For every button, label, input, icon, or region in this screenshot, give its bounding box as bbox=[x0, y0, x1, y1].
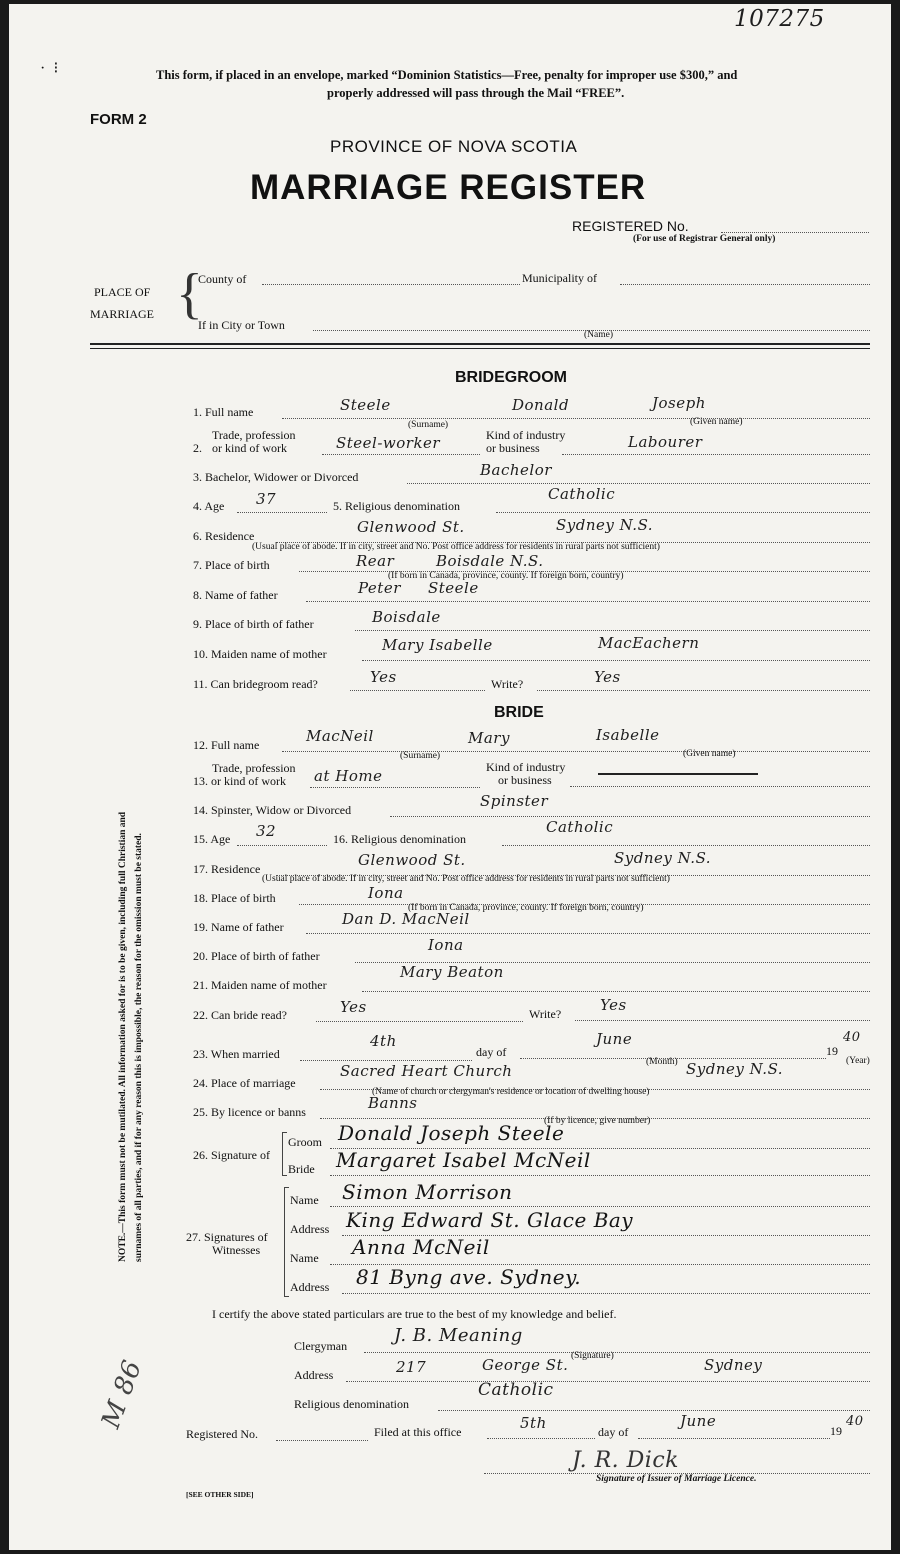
witness-1-address-value: King Edward St. Glace Bay bbox=[346, 1208, 634, 1232]
bride-mother-line bbox=[362, 991, 870, 992]
filed-year-prefix: 19 bbox=[830, 1424, 842, 1438]
corner-marks: · ⁝ bbox=[40, 60, 59, 77]
groom-age-line bbox=[237, 512, 327, 513]
bride-full-name-line bbox=[282, 751, 870, 752]
bride-status-label: 14. Spinster, Widow or Divorced bbox=[193, 803, 352, 817]
filed-label: Filed at this office bbox=[374, 1425, 462, 1439]
groom-residence-hint: (Usual place of abode. If in city, street and No. Post office address for residents in rural parts not sufficient) bbox=[252, 542, 660, 552]
groom-age-value: 37 bbox=[256, 490, 277, 508]
bride-industry-line bbox=[570, 786, 870, 787]
section-rule-bottom bbox=[90, 348, 870, 349]
bride-religion-label: 16. Religious denomination bbox=[333, 832, 466, 846]
bride-residence-hint: (Usual place of abode. If in city, street and No. Post office address for residents in rural parts not sufficient) bbox=[262, 874, 670, 884]
bride-industry-label-2: or business bbox=[498, 773, 552, 787]
bride-father-value: Dan D. MacNeil bbox=[342, 910, 470, 928]
bride-residence-city-value: Sydney N.S. bbox=[614, 849, 712, 867]
witness-2-address-line bbox=[342, 1293, 870, 1294]
groom-given-name-2-value: Joseph bbox=[652, 394, 706, 412]
groom-father-line bbox=[306, 601, 870, 602]
clergyman-religion-label: Religious denomination bbox=[294, 1397, 409, 1411]
section-rule-top bbox=[90, 343, 870, 345]
groom-read-label: 11. Can bridegroom read? bbox=[193, 677, 318, 691]
bride-status-value: Spinster bbox=[480, 792, 549, 810]
groom-trade-number: 2. bbox=[193, 441, 202, 455]
groom-birthplace-hint: (If born in Canada, province, county. If foreign born, country) bbox=[388, 571, 624, 581]
place-label-2: MARRIAGE bbox=[90, 307, 155, 321]
groom-father-label: 8. Name of father bbox=[193, 588, 278, 602]
filed-month-value: June bbox=[680, 1412, 717, 1430]
bride-read-label: 22. Can bride read? bbox=[193, 1008, 287, 1022]
groom-write-line bbox=[537, 690, 870, 691]
groom-status-label: 3. Bachelor, Widower or Divorced bbox=[193, 470, 359, 484]
clergyman-religion-value: Catholic bbox=[478, 1380, 554, 1400]
bride-religion-line bbox=[502, 845, 870, 846]
groom-religion-value: Catholic bbox=[548, 485, 616, 503]
groom-mother-surname-value: MacEachern bbox=[598, 634, 700, 652]
when-married-day-of-label: day of bbox=[476, 1045, 507, 1059]
issuer-signature-value: J. R. Dick bbox=[572, 1448, 679, 1473]
place-of-marriage-church-value: Sacred Heart Church bbox=[340, 1062, 513, 1080]
form-label: FORM 2 bbox=[90, 111, 147, 128]
witnesses-bracket bbox=[284, 1187, 289, 1297]
bride-trade-value: at Home bbox=[314, 767, 383, 785]
filed-day-line bbox=[487, 1438, 595, 1439]
when-married-month-value: June bbox=[596, 1030, 633, 1048]
groom-trade-line bbox=[322, 454, 480, 455]
bride-age-line bbox=[237, 845, 327, 846]
groom-given-name-1-value: Donald bbox=[512, 396, 570, 414]
groom-father-birthplace-label: 9. Place of birth of father bbox=[193, 617, 314, 631]
bride-mother-label: 21. Maiden name of mother bbox=[193, 978, 327, 992]
clergyman-address-label: Address bbox=[294, 1368, 334, 1382]
bride-given-name-1-value: Mary bbox=[468, 729, 510, 747]
bride-trade-line bbox=[310, 787, 480, 788]
registered-no-footer-label: Registered No. bbox=[186, 1427, 258, 1441]
groom-birthplace-label: 7. Place of birth bbox=[193, 558, 270, 572]
registered-no-footer-line bbox=[276, 1440, 368, 1441]
when-married-day-line bbox=[300, 1060, 472, 1061]
bride-read-value: Yes bbox=[340, 998, 367, 1016]
groom-birthplace-value-2: Boisdale N.S. bbox=[436, 552, 544, 570]
groom-read-line bbox=[350, 690, 485, 691]
bride-heading: BRIDE bbox=[494, 704, 544, 721]
groom-full-name-label: 1. Full name bbox=[193, 405, 254, 419]
filed-day-value: 5th bbox=[520, 1414, 547, 1432]
groom-birthplace-value-1: Rear bbox=[356, 552, 395, 570]
when-married-year-prefix: 19 bbox=[826, 1044, 838, 1058]
bride-father-label: 19. Name of father bbox=[193, 920, 284, 934]
place-label-1: PLACE OF bbox=[94, 285, 151, 299]
groom-trade-label-1: Trade, profession bbox=[212, 428, 296, 442]
groom-residence-city-value: Sydney N.S. bbox=[556, 516, 654, 534]
groom-industry-label-2: or business bbox=[486, 441, 540, 455]
clergyman-signature-hint: (Signature) bbox=[571, 1351, 614, 1361]
place-of-marriage-city-value: Sydney N.S. bbox=[686, 1060, 784, 1078]
witnesses-label-2: Witnesses bbox=[212, 1243, 261, 1257]
side-note-line2: surnames of all parties, and if for any reason this is impossible, the reason for the omission must be stated. bbox=[134, 833, 144, 1262]
groom-mother-line bbox=[362, 660, 870, 661]
place-of-marriage-label: 24. Place of marriage bbox=[193, 1076, 296, 1090]
groom-trade-value: Steel-worker bbox=[336, 434, 441, 452]
when-married-label: 23. When married bbox=[193, 1047, 280, 1061]
bride-given-name-2-value: Isabelle bbox=[596, 726, 660, 744]
groom-residence-label: 6. Residence bbox=[193, 529, 255, 543]
bride-trade-label-2: 13. or kind of work bbox=[193, 774, 286, 788]
when-married-day-value: 4th bbox=[370, 1032, 397, 1050]
filed-year-value: 40 bbox=[846, 1414, 864, 1429]
bride-mother-value: Mary Beaton bbox=[400, 963, 504, 981]
groom-status-value: Bachelor bbox=[480, 461, 552, 479]
bride-industry-dash bbox=[598, 773, 758, 775]
bride-birthplace-hint: (If born in Canada, province, county. If foreign born, country) bbox=[408, 903, 644, 913]
groom-father-surname-value: Steele bbox=[428, 579, 479, 597]
registered-number-value: M 86 bbox=[96, 1356, 149, 1433]
groom-signature-label: Groom bbox=[288, 1135, 322, 1149]
groom-signature-value: Donald Joseph Steele bbox=[338, 1121, 565, 1145]
city-label: If in City or Town bbox=[198, 318, 285, 332]
when-married-year-value: 40 bbox=[843, 1030, 861, 1045]
licence-or-banns-label: 25. By licence or banns bbox=[193, 1105, 306, 1119]
groom-write-value: Yes bbox=[594, 668, 621, 686]
witness-1-name-label: Name bbox=[290, 1193, 319, 1207]
groom-mother-label: 10. Maiden name of mother bbox=[193, 647, 327, 661]
groom-industry-line bbox=[562, 454, 870, 455]
issuer-signature-hint: Signature of Issuer of Marriage Licence. bbox=[596, 1474, 757, 1484]
clergyman-address-number-value: 217 bbox=[396, 1358, 427, 1376]
bride-birthplace-value: Iona bbox=[368, 884, 404, 902]
bride-surname-value: MacNeil bbox=[306, 727, 374, 745]
bride-age-label: 15. Age bbox=[193, 832, 231, 846]
bride-father-birthplace-label: 20. Place of birth of father bbox=[193, 949, 320, 963]
groom-status-line bbox=[407, 483, 870, 484]
bride-write-line bbox=[575, 1020, 870, 1021]
signature-bracket bbox=[282, 1132, 287, 1176]
witness-1-name-line bbox=[330, 1206, 870, 1207]
archive-number: 107275 bbox=[734, 6, 825, 32]
groom-given-hint: (Given name) bbox=[690, 417, 743, 427]
bride-birthplace-label: 18. Place of birth bbox=[193, 891, 276, 905]
groom-residence-street-value: Glenwood St. bbox=[357, 518, 465, 536]
witness-1-name-value: Simon Morrison bbox=[342, 1180, 513, 1204]
groom-surname-value: Steele bbox=[340, 396, 391, 414]
clergyman-religion-line bbox=[438, 1410, 870, 1411]
witness-2-name-label: Name bbox=[290, 1251, 319, 1265]
witness-2-address-label: Address bbox=[290, 1280, 330, 1294]
groom-industry-label-1: Kind of industry bbox=[486, 428, 566, 442]
groom-trade-label-2: or kind of work bbox=[212, 441, 287, 455]
bride-signature-value: Margaret Isabel McNeil bbox=[336, 1148, 591, 1172]
bride-given-hint: (Given name) bbox=[683, 749, 736, 759]
witness-2-name-value: Anna McNeil bbox=[352, 1235, 490, 1259]
bride-write-value: Yes bbox=[600, 996, 627, 1014]
bride-industry-label-1: Kind of industry bbox=[486, 760, 566, 774]
bride-write-label: Write? bbox=[529, 1007, 562, 1021]
county-label: County of bbox=[198, 272, 247, 286]
bridegroom-heading: BRIDEGROOM bbox=[455, 369, 567, 386]
groom-father-given-value: Peter bbox=[358, 579, 401, 597]
registrar-note: (For use of Registrar General only) bbox=[633, 234, 776, 244]
bride-father-line bbox=[306, 933, 870, 934]
page-title: MARRIAGE REGISTER bbox=[250, 168, 647, 207]
witnesses-label-1: 27. Signatures of bbox=[186, 1230, 268, 1244]
registered-no-line bbox=[721, 232, 869, 233]
bride-father-birthplace-value: Iona bbox=[428, 936, 464, 954]
postal-notice-line1: This form, if placed in an envelope, marked “Dominion Statistics—Free, penalty for improper use $300,” and bbox=[156, 68, 738, 82]
bride-residence-label: 17. Residence bbox=[193, 862, 261, 876]
filed-day-of-label: day of bbox=[598, 1425, 629, 1439]
groom-write-label: Write? bbox=[491, 677, 524, 691]
bride-full-name-label: 12. Full name bbox=[193, 738, 260, 752]
side-note-line1: NOTE.—This form must not be mutilated. All information asked for is to be given, including full Christian and bbox=[118, 811, 128, 1262]
postal-notice-line2: properly addressed will pass through the Mail “FREE”. bbox=[327, 86, 625, 100]
brace: { bbox=[176, 263, 203, 325]
clergyman-address-city-value: Sydney bbox=[704, 1356, 763, 1374]
groom-age-label: 4. Age bbox=[193, 499, 225, 513]
bride-surname-hint: (Surname) bbox=[400, 751, 441, 761]
bride-signature-line bbox=[330, 1175, 870, 1176]
registered-no-label: REGISTERED No. bbox=[572, 218, 689, 234]
groom-religion-label: 5. Religious denomination bbox=[333, 499, 460, 513]
bride-age-value: 32 bbox=[256, 822, 277, 840]
groom-father-birthplace-line bbox=[355, 630, 870, 631]
groom-surname-hint: (Surname) bbox=[408, 420, 449, 430]
when-married-month-hint: (Month) bbox=[646, 1057, 678, 1067]
bride-status-line bbox=[390, 816, 870, 817]
see-other-side-note: [SEE OTHER SIDE] bbox=[186, 1490, 254, 1499]
groom-father-birthplace-value: Boisdale bbox=[372, 608, 441, 626]
clergyman-label: Clergyman bbox=[294, 1339, 348, 1353]
municipality-line bbox=[620, 284, 870, 285]
province-heading: PROVINCE OF NOVA SCOTIA bbox=[330, 137, 578, 156]
clergyman-address-street-value: George St. bbox=[482, 1356, 569, 1374]
municipality-label: Municipality of bbox=[522, 271, 597, 285]
licence-or-banns-value: Banns bbox=[368, 1094, 418, 1112]
witness-2-address-value: 81 Byng ave. Sydney. bbox=[356, 1265, 582, 1289]
county-line bbox=[262, 284, 520, 285]
bride-signature-label: Bride bbox=[288, 1162, 315, 1176]
signature-of-label: 26. Signature of bbox=[193, 1148, 270, 1162]
filed-month-line bbox=[638, 1438, 830, 1439]
place-of-marriage-hint: (Name of church or clergyman's residence or location of dwelling house) bbox=[372, 1087, 650, 1097]
city-name-hint: (Name) bbox=[584, 330, 614, 340]
bride-trade-label-1: Trade, profession bbox=[212, 761, 296, 775]
clergyman-address-line bbox=[346, 1381, 870, 1382]
groom-religion-line bbox=[496, 512, 870, 513]
bride-residence-street-value: Glenwood St. bbox=[358, 851, 466, 869]
groom-full-name-line bbox=[282, 418, 870, 419]
clergyman-signature-value: J. B. Meaning bbox=[394, 1325, 523, 1346]
licence-number-hint: (If by licence, give number) bbox=[544, 1116, 651, 1126]
groom-mother-given-value: Mary Isabelle bbox=[382, 636, 493, 654]
groom-industry-value: Labourer bbox=[628, 433, 703, 451]
bride-read-line bbox=[316, 1021, 523, 1022]
bride-religion-value: Catholic bbox=[546, 818, 614, 836]
certification-statement: I certify the above stated particulars are true to the best of my knowledge and belief. bbox=[212, 1307, 617, 1321]
when-married-year-hint: (Year) bbox=[846, 1056, 870, 1066]
witness-1-address-label: Address bbox=[290, 1222, 330, 1236]
groom-read-value: Yes bbox=[370, 668, 397, 686]
clergyman-line bbox=[364, 1352, 870, 1353]
